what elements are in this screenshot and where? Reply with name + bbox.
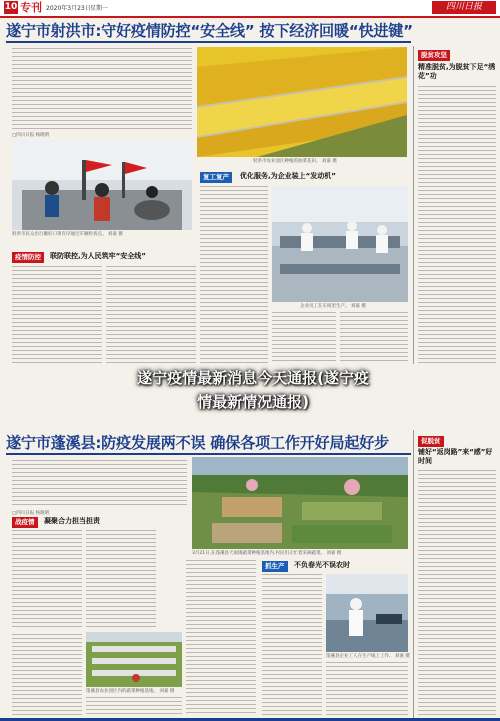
photo-caption: 蓬溪县企业工人在生产线上工作。 刘嘉 摄 — [326, 654, 410, 659]
article-text — [418, 470, 496, 715]
headline-rule — [6, 41, 411, 43]
article-text — [340, 312, 408, 364]
photo-production-line — [326, 574, 408, 652]
section-tag: 战疫情 — [12, 517, 38, 528]
reporter-line: □四川日报 杨晓明 — [12, 133, 50, 138]
article-text — [418, 86, 496, 364]
article-text — [12, 530, 82, 630]
photo-caption: 射洪市民众出行戴好口罩有序通过车辆检查点。 刘嘉 摄 — [12, 232, 123, 237]
article-text — [12, 634, 82, 716]
photo-caption: 3月21日,在蓬溪县天福镇蔬菜种植基地内,村民们正忙着采摘蔬菜。 刘嘉 摄 — [192, 551, 342, 556]
section-tag: 疫情防控 — [12, 252, 44, 263]
page-number: 10 — [4, 2, 18, 12]
headline-rule — [6, 453, 411, 455]
section-tag: 脱贫攻坚 — [418, 50, 450, 61]
newspaper-brand: 四川日报 — [432, 1, 496, 14]
article-text — [272, 312, 336, 364]
overlay-title — [78, 366, 428, 422]
article-text — [186, 560, 256, 715]
issue-date: 2020年3月23日 — [46, 5, 91, 12]
section-tag: 抓生产 — [262, 561, 288, 572]
overlay-line-1: 遂宁疫情最新消息今天通报(遂宁疫 — [137, 369, 369, 387]
sub-heading: 铺好“返岗路”来“感”好时间 — [418, 448, 493, 465]
overlay-line-2: 情最新情况通报) — [197, 393, 309, 411]
photo-caption: 蓬溪县农业园区内的蔬菜种植基地。 刘嘉 摄 — [86, 689, 175, 694]
article-text — [106, 266, 196, 364]
headline-top: 遂宁市射洪市:守好疫情防控“安全线” 按下经济回暖“快进键” — [6, 22, 413, 40]
column-divider — [413, 46, 414, 364]
column-divider — [413, 430, 414, 718]
sub-heading: 精准脱贫,为脱贫下足“绣花”功 — [418, 63, 496, 80]
article-text — [12, 48, 192, 130]
article-text — [326, 662, 408, 715]
section-name: 专刊 — [20, 1, 42, 14]
article-text — [12, 266, 102, 364]
photo-caption: 射洪市农业园区种植的油菜花田。 刘嘉 摄 — [253, 159, 337, 164]
article-text — [86, 697, 182, 715]
sub-heading: 优化服务,为企业装上“发动机” — [240, 172, 336, 180]
headline-bottom: 遂宁市蓬溪县:防疫发展两不误 确保各项工作开好局起好步 — [6, 434, 389, 452]
article-text — [12, 460, 187, 508]
photo-rapeseed-field — [197, 47, 407, 157]
photo-checkpoint — [12, 140, 192, 230]
article-text — [86, 530, 156, 630]
article-text — [262, 574, 322, 715]
photo-vegetable-base — [86, 632, 182, 687]
article-text — [200, 186, 268, 364]
sub-heading: 不负春光不误农时 — [294, 561, 350, 569]
sub-heading: 联防联控,为人民筑牢“安全线” — [50, 252, 146, 260]
photo-farm-fields — [192, 457, 408, 549]
photo-factory — [272, 186, 408, 302]
reporter-line: □四川日报 杨晓明 — [12, 511, 50, 516]
sub-heading: 凝聚合力担当担责 — [44, 517, 100, 525]
section-tag: 复工复产 — [200, 172, 232, 183]
issue-weekday: 星期一 — [90, 5, 109, 12]
photo-caption: 企业员工在车间里生产。 刘嘉 摄 — [300, 304, 366, 309]
section-tag: 促脱贫 — [418, 436, 444, 447]
